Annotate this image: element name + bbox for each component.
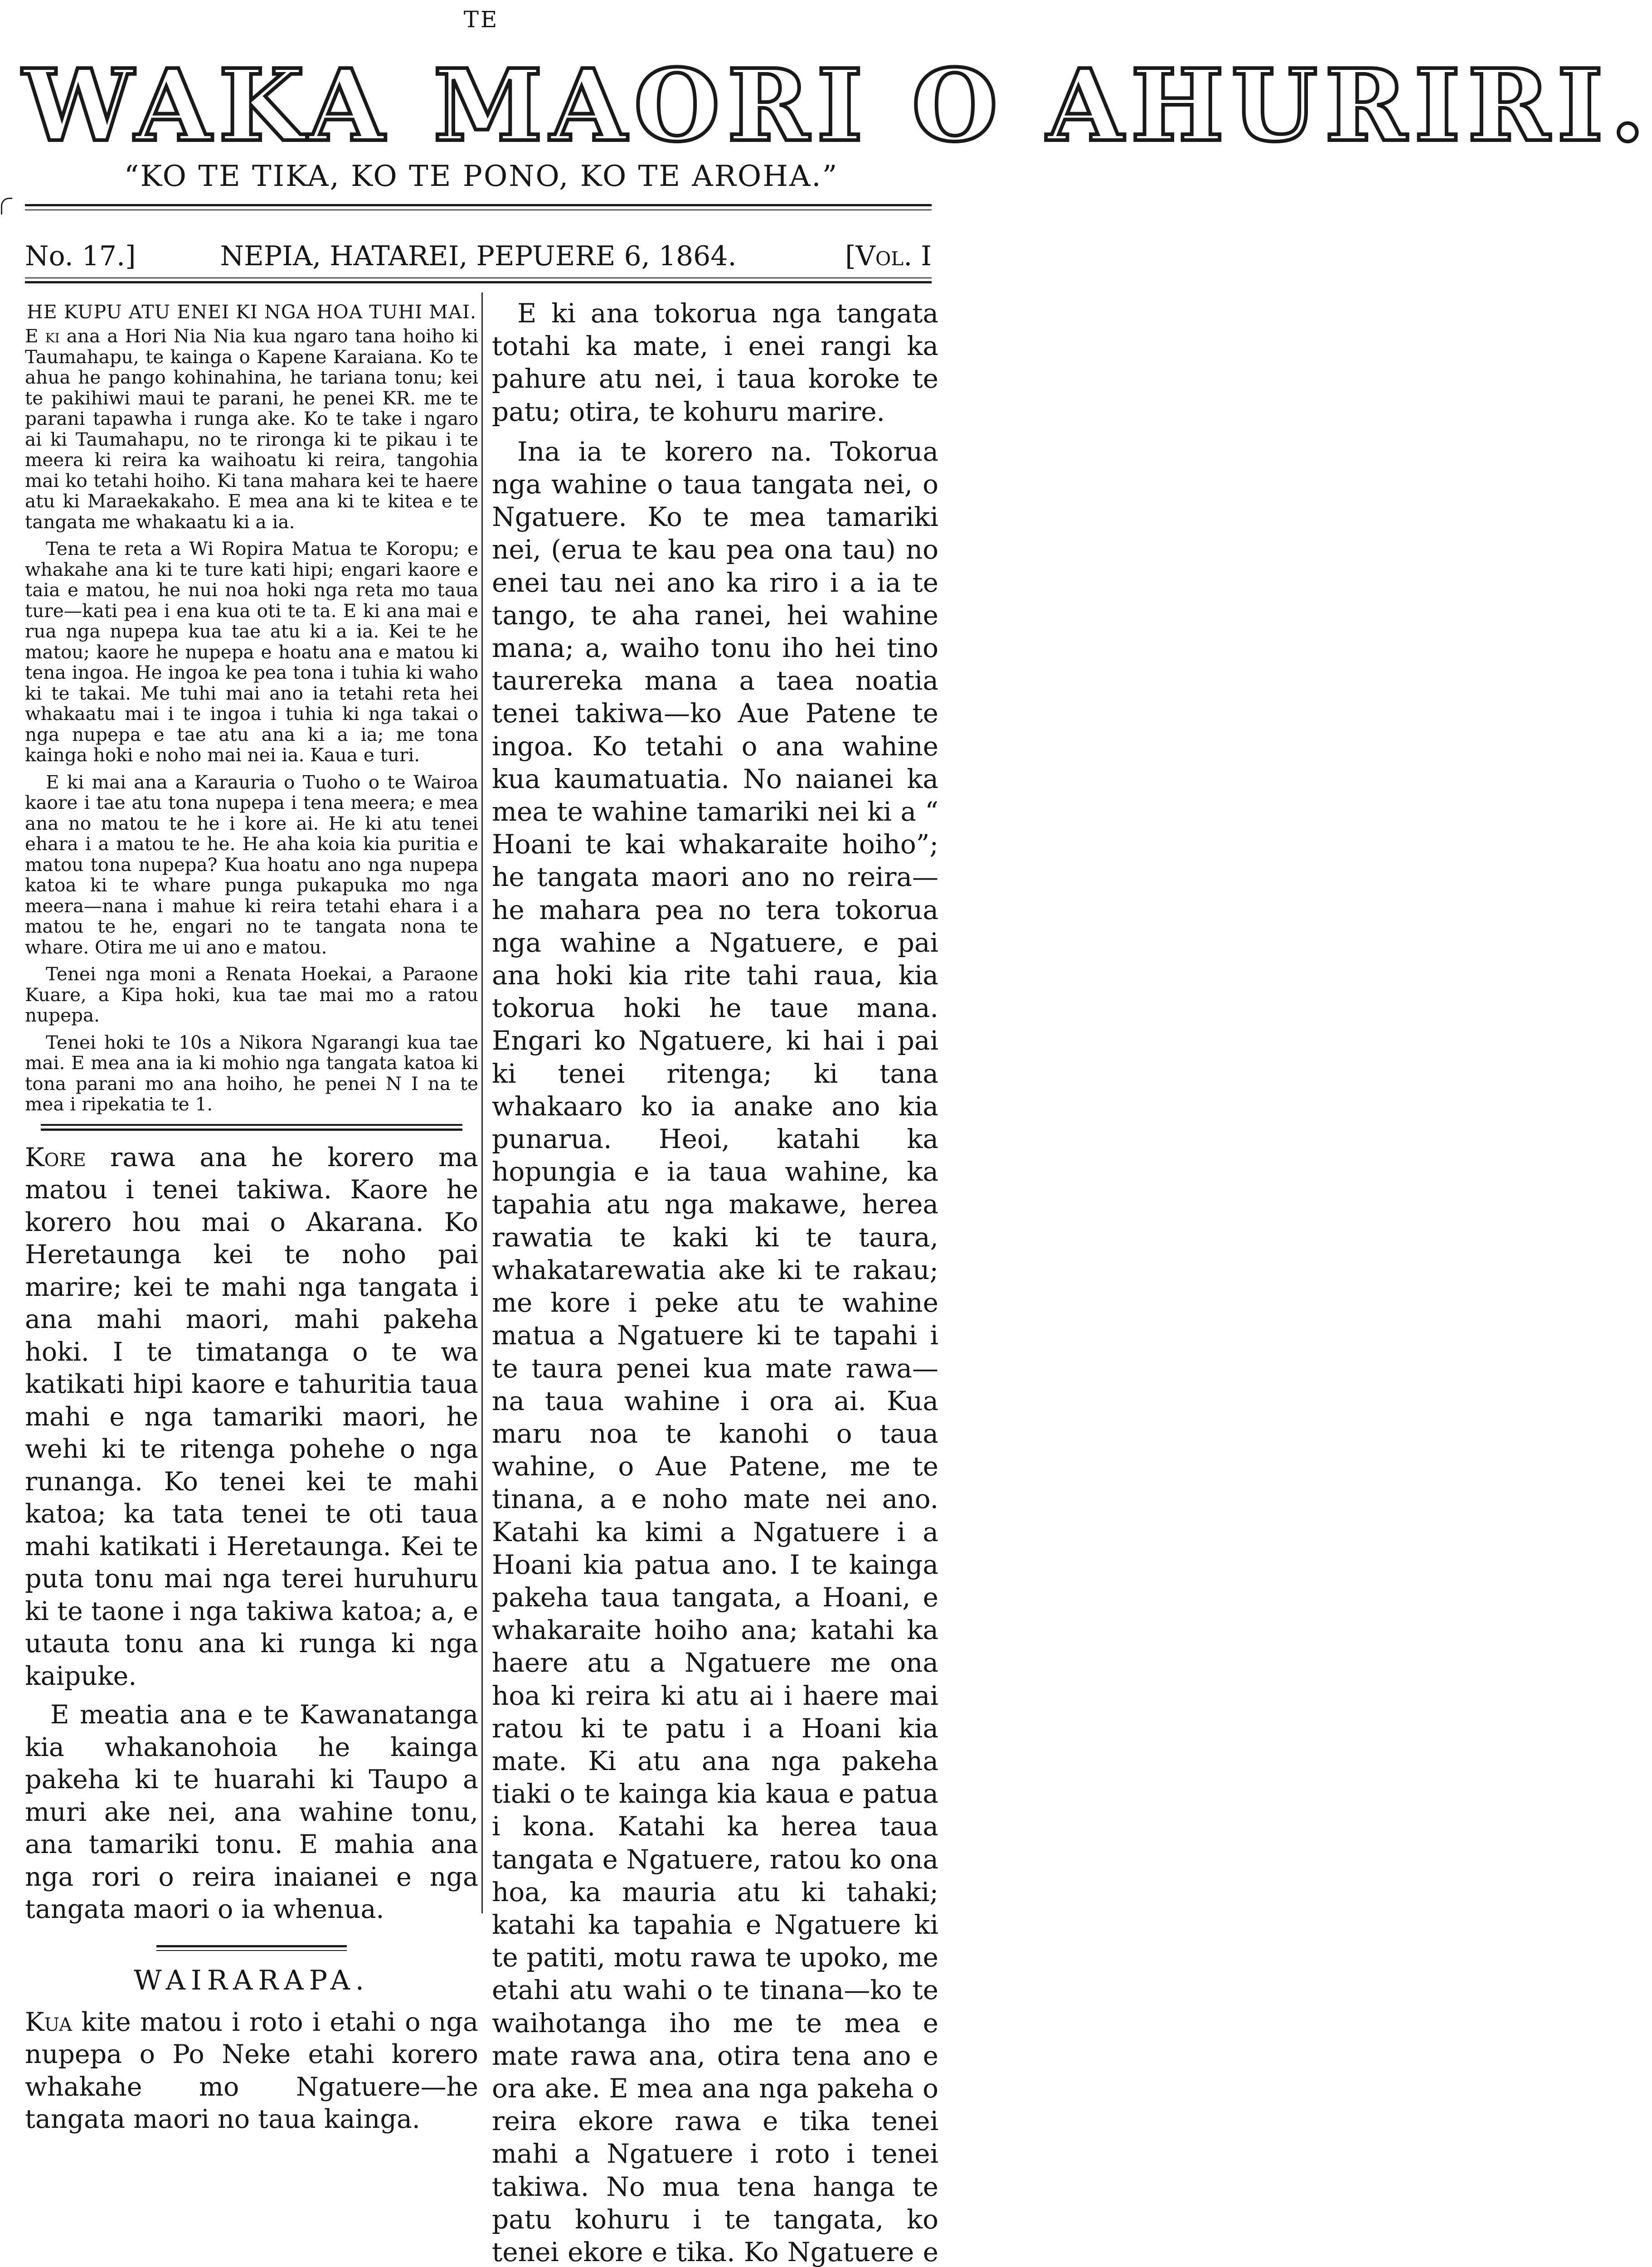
- notice-paragraph: E ki mai ana a Karauria o Tuoho o te Wairoa kaore i tae atu tona nupepa i tena meera; e mea ana no matou te he i kore ai. He ki atu tenei ehara i a matou te he. He aha koia kia puritia e matou tona nupepa? Kua hoatu ano nga nupepa katoa ki te whare punga pukapuka mo nga meera—nana i mahue ki reira tetahi ehara i a matou te he, engari no te tangata nona te whare. Otira me ui ano e matou.: [25, 771, 478, 958]
- wairarapa-heading: WAIRARAPA.: [134, 1964, 369, 1996]
- right-column: [492, 297, 938, 2267]
- volume-label: [Vol. I: [845, 240, 932, 272]
- section-separator: [41, 1124, 462, 1131]
- masthead-motto: “KO TE TIKA, KO TE PONO, KO TE AROHA.”: [124, 160, 839, 193]
- dateline: [25, 240, 932, 277]
- masthead-rule: [25, 209, 932, 210]
- wairarapa-section: [25, 2006, 478, 2136]
- left-column: [25, 297, 478, 2142]
- notice-lead: E ki: [25, 325, 60, 347]
- notices-section: [25, 326, 478, 1115]
- issue-number: No. 17.]: [25, 240, 136, 272]
- dateline-rule: [25, 277, 932, 278]
- notice-text: ana a Hori Nia Nia kua ngaro tana hoiho ki Taumahapu, te kainga o Kapene Karaiana. Ko te ahua he pango kohinahina, he tariana tonu; kei te pakihiwi maui te parani, he penei KR. me te parani tapawha i runga ake. Ko te take i ngaro ai ki Taumahapu, no te rironga ki te pikau i te meera ki reira ka waihoatu ki reira, tangohia mai ko tetahi hoiho. Ki tana mahara kei te haere atu ki Maraekakaho. E mea ana ki te kitea e te tangata me whakaatu ki a ia.: [25, 325, 479, 533]
- notice-paragraph: Tenei hoki te 10s a Nikora Ngarangi kua tae mai. E mea ana ia ki mohio nga tangata katoa ki tona parani mo ana hoiho, he penei N I na te mea i ripekatia te 1.: [25, 1031, 478, 1115]
- notice-paragraph: Tena te reta a Wi Ropira Matua te Koropu; e whakahe ana ki te ture kati hipi; engari kaore e taia e matou, he nui noa hoki nga reta mo taua ture—kati pea i ena kua oti te ta. E ki ana mai e rua nga nupepa kua tae atu ki a ia. Kei te he matou; kaore he nupepa e hoatu ana e matou ki tena ingoa. He ingoa ke pea tona i tuhia ki waho ki te takai. Me tuhi mai ano ia tetahi reta hei whakaatu mai i te ingoa i tuhia ki nga takai o nga nupepa e tae atu ana ki a ia; me tona kainga hoki e noho mai nei ia. Kaua e turi.: [25, 538, 478, 766]
- corner-mark: [1, 198, 12, 214]
- section-separator: [156, 1945, 347, 1951]
- news-text: rawa ana he korero ma matou i tenei takiwa. Kaore he korero hou mai o Akarana. Ko Heretaunga kei te noho pai marire; kei te mahi nga tangata i ana mahi maori, mahi pakeha hoki. I te timatanga o te wa katikati hipi kaore e tahuritia taua mahi e nga tamariki maori, he wehi ki te ritenga pohehe o nga runanga. Ko tenei kei te mahi katoa; ka tata tenei te oti taua mahi katikati i Heretaunga. Kei te puta tonu mai nga terei huruhuru ki te taone i nga takiwa katoa; a, e utauta tonu ana ki runga ki nga kaipuke.: [25, 1142, 478, 1691]
- article-paragraph: E ki ana tokorua nga tangata totahi ka mate, i enei rangi ka pahure atu nei, i taua koroke te patu; otira, te kohuru marire.: [492, 298, 938, 427]
- article-paragraph: Ina ia te korero na. Tokorua nga wahine o taua tangata nei, o Ngatuere. Ko te mea tamariki nei, (erua te kau pea ona tau) no enei tau nei ano ka riro i a ia te tango, te aha ranei, hei wahine mana; a, waiho tonu iho hei tino taurereka mana a taea noatia tenei takiwa—ko Aue Patene te ingoa. Ko tetahi o ana wahine kua kaumatuatia. No naianei ka mea te wahine tamariki nei ki a “ Hoani te kai whakaraite hoiho”; he tangata maori ano no reira—he mahara pea no tera tokorua nga wahine a Ngatuere, e pai ana hoki kia rite tahi raua, kia tokorua hoki he taue mana. Engari ko Ngatuere, ki hai i pai ki tenei ritenga; ki tana whakaaro ko ia anake ano kia punarua. Heoi, katahi ka hopungia e ia taua wahine, ka tapahia atu nga makawe, herea rawatia te kaki ki te taura, whakatarewatia ake ki te rakau; me kore i peke atu te wahine matua a Ngatuere ki te tapahi i te taura penei kua mate rawa—na taua wahine i ora ai. Kua maru noa te kanohi o taua wahine, o Aue Patene, me te tinana, a e noho mate nei ano. Katahi ka kimi a Ngatuere i a Hoani kia patua ano. I te kainga pakeha taua tangata, a Hoani, e whakaraite hoiho ana; katahi ka haere atu a Ngatuere me ona hoa ki reira ki atu ai i haere mai ratou ki te patu i a Hoani kia mate. Ki atu ana nga pakeha tiaki o te kainga kia kaua e patua i kona. Katahi ka herea taua tangata e Ngatuere, ratou ko ona hoa, ka mauria atu ki tahaki; katahi ka tapahia e Ngatuere ki te patiti, motu rawa te upoko, me etahi atu wahi o te tinana—ko te waihotanga iho me te mea e mate rawa ana, otira tena ano e ora ake. E mea ana nga pakeha o reira ekore rawa e tika tenei mahi a Ngatuere i roto i tenei takiwa. No mua tena hanga te patu kohuru i te tangata, ko tenei ekore e tika. Ko Ngatuere e: [492, 436, 938, 2267]
- news-paragraph: E meatia ana e te Kawanatanga kia whakanohoia he kainga pakeha ki te huarahi ki Taupo a muri ake nei, ana wahine tonu, ana tamariki tonu. E mahia ana nga rori o reira inaianei e nga tangata maori o ia whenua.: [25, 1700, 478, 1924]
- wairarapa-lead: Kua: [25, 2007, 72, 2037]
- masthead-title: WAKA MAORI O AHURIRI.: [23, 48, 1652, 164]
- notice-paragraph: Tenei nga moni a Renata Hoekai, a Paraone Kuare, a Kipa hoki, kua tae mai mo a ratou nupepa.: [25, 963, 478, 1026]
- news-lead: Kore: [25, 1142, 86, 1172]
- notices-heading: HE KUPU ATU ENEI KI NGA HOA TUHI MAI.: [27, 301, 476, 323]
- masthead-pre-title: TE: [463, 6, 499, 33]
- column-divider: [481, 292, 483, 1913]
- news-paragraph: [25, 1142, 478, 1693]
- masthead-rule: [25, 204, 932, 206]
- news-section: [25, 1142, 478, 1926]
- wairarapa-paragraph: [25, 2006, 478, 2136]
- wairarapa-text: kite matou i roto i etahi o nga nupepa o Po Neke etahi korero whakahe mo Ngatuere—he tangata maori no taua kainga.: [25, 2007, 478, 2134]
- issue-date: NEPIA, HATAREI, PEPUERE 6, 1864.: [220, 240, 737, 272]
- dateline-rule: [25, 281, 932, 283]
- notice-paragraph: [25, 326, 478, 532]
